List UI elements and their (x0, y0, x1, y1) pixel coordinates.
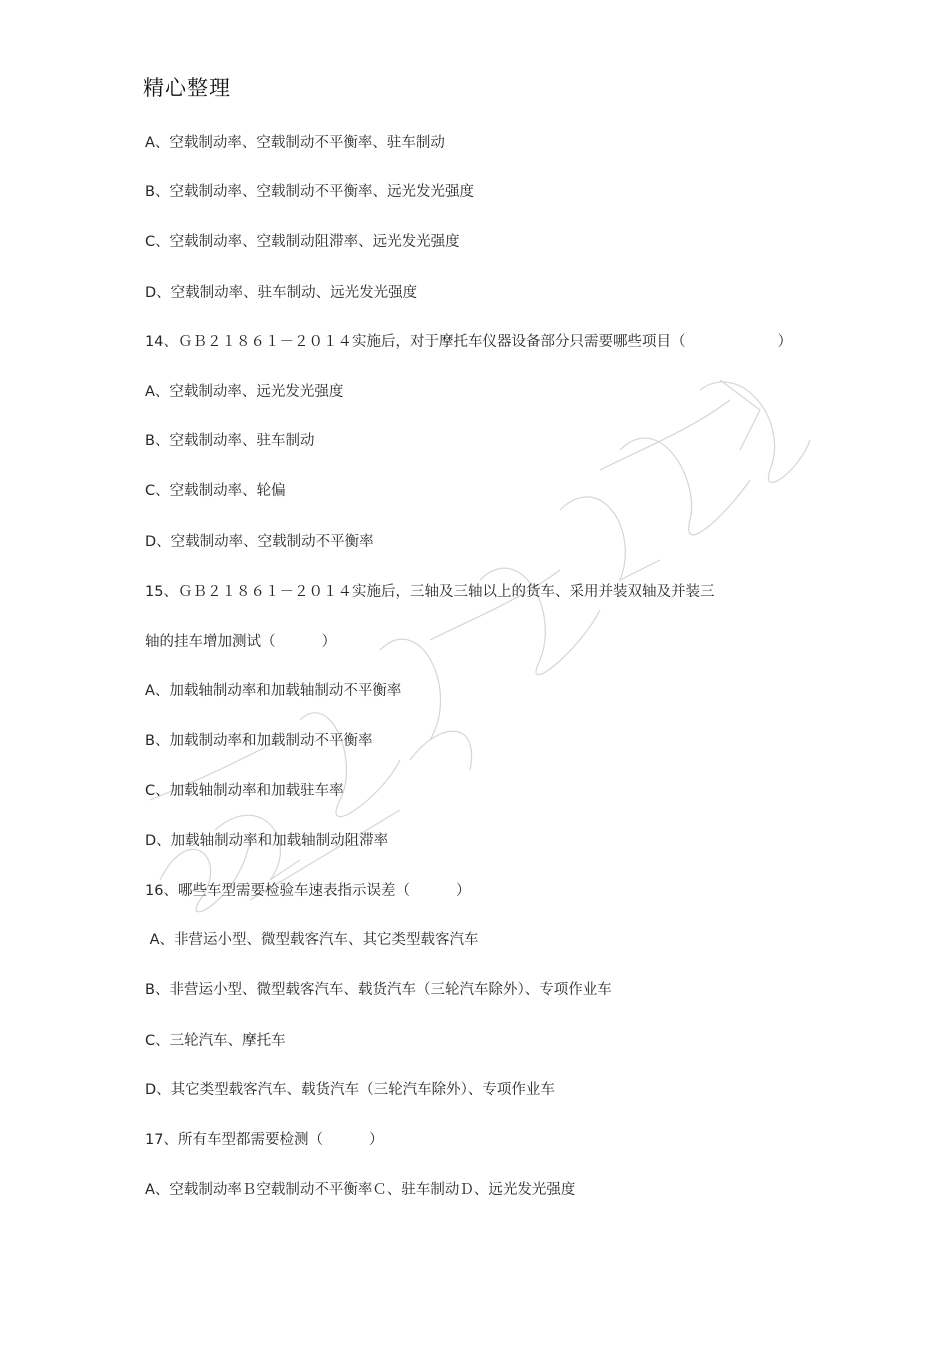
option-line: D、加载轴制动率和加载轴制动阻滞率 (145, 833, 389, 849)
option-line: B、加载制动率和加载制动不平衡率 (145, 733, 373, 749)
option-line: A、空载制动率、空载制动不平衡率、驻车制动 (145, 135, 445, 151)
question-line: 14、ＧＢ２１８６１－２０１４实施后，对于摩托车仪器设备部分只需要哪些项目（ ） (145, 334, 793, 350)
question-line: 17、所有车型都需要检测（ ） (145, 1132, 384, 1148)
option-line: A、空载制动率、远光发光强度 (145, 384, 344, 400)
option-line: C、空载制动率、轮偏 (145, 483, 286, 499)
option-line: C、三轮汽车、摩托车 (145, 1033, 286, 1049)
question-line-continued: 轴的挂车增加测试（ ） (145, 634, 337, 650)
option-line: A、非营运小型、微型载客汽车、其它类型载客汽车 (145, 932, 479, 948)
option-line: C、加载轴制动率和加载驻车率 (145, 783, 344, 799)
option-line: B、空载制动率、驻车制动 (145, 433, 315, 449)
option-line: C、空载制动率、空载制动阻滞率、远光发光强度 (145, 234, 460, 250)
option-line: D、空载制动率、驻车制动、远光发光强度 (145, 285, 418, 301)
option-line: B、非营运小型、微型载客汽车、载货汽车（三轮汽车除外）、专项作业车 (145, 982, 612, 998)
page-header-title: 精心整理 (143, 76, 231, 100)
option-line: A、加载轴制动率和加载轴制动不平衡率 (145, 683, 402, 699)
question-line: 15、ＧＢ２１８６１－２０１４实施后，三轴及三轴以上的货车、采用并装双轴及并装三 (145, 584, 715, 600)
question-line: 16、哪些车型需要检验车速表指示误差（ ） (145, 883, 471, 899)
option-line: D、空载制动率、空载制动不平衡率 (145, 534, 374, 550)
option-line: B、空载制动率、空载制动不平衡率、远光发光强度 (145, 184, 474, 200)
option-line: D、其它类型载客汽车、载货汽车（三轮汽车除外）、专项作业车 (145, 1082, 555, 1098)
option-line: A、空载制动率Ｂ空载制动不平衡率Ｃ、驻车制动Ｄ、远光发光强度 (145, 1182, 576, 1198)
